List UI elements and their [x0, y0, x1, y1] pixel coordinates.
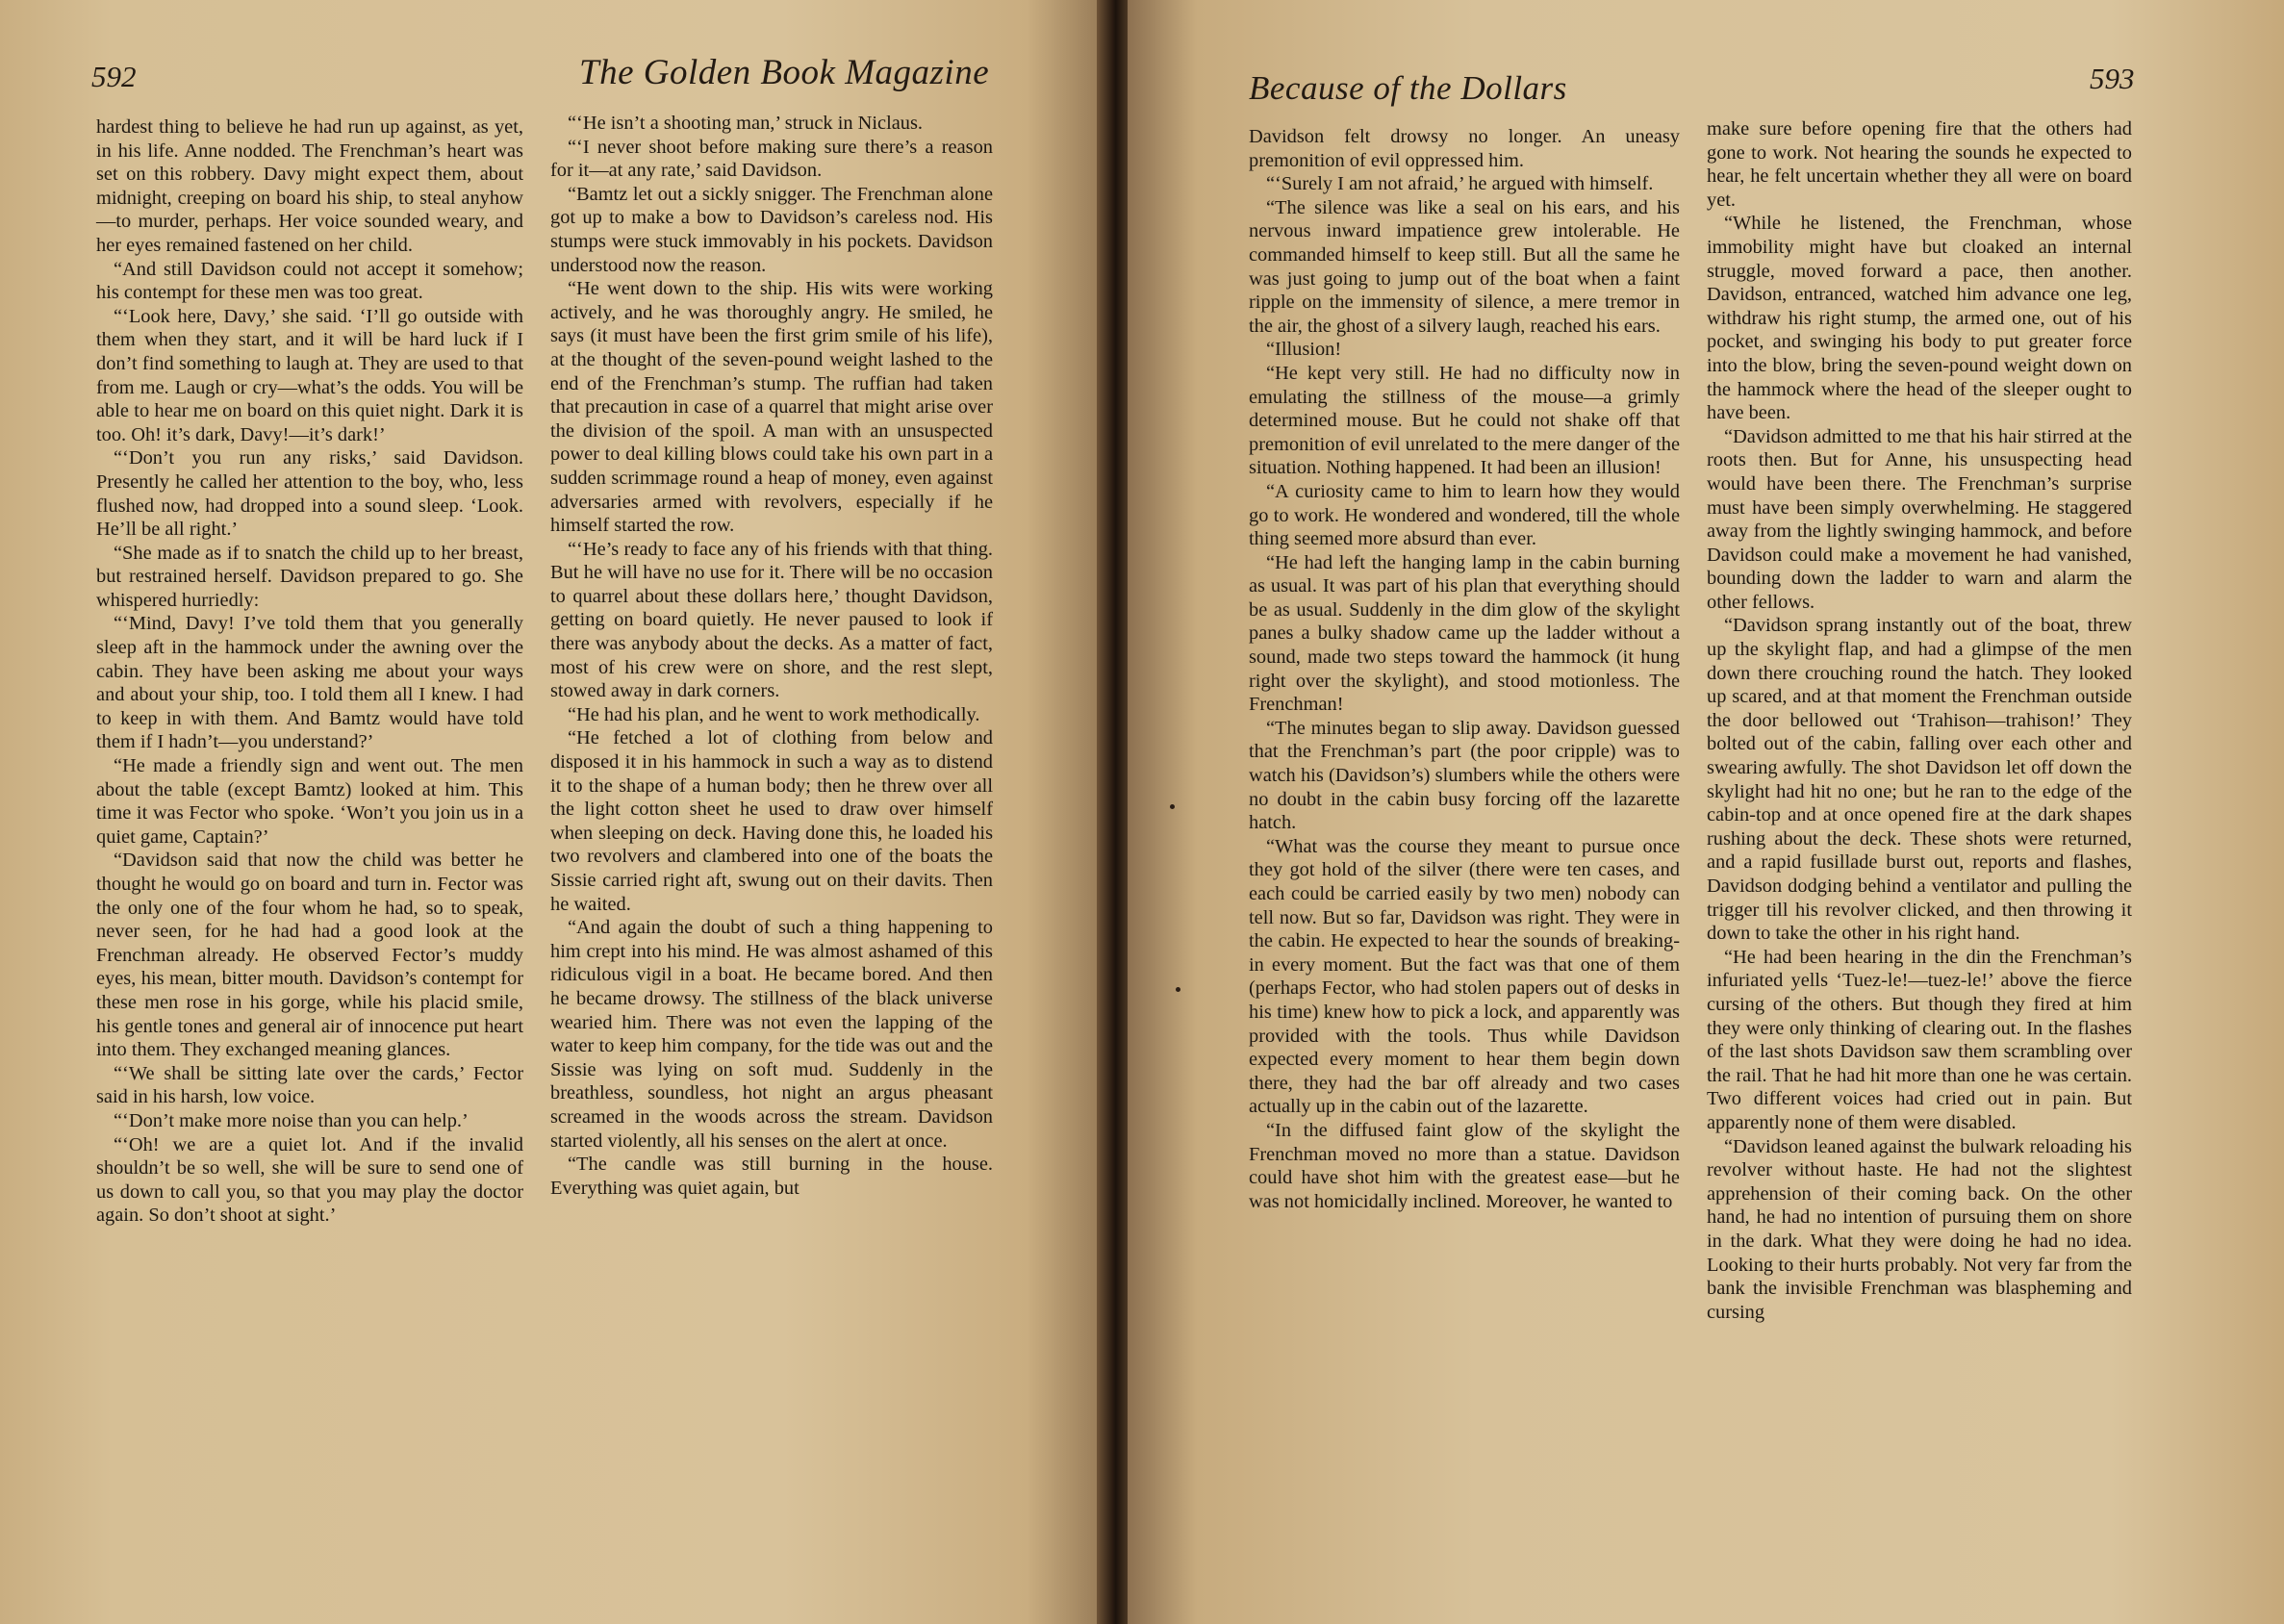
margin-dot — [1170, 804, 1175, 809]
margin-dot — [1176, 987, 1180, 992]
paragraph: “He had left the hanging lamp in the cabin burning as usual. It was part of his plan that everything should be as usual. Suddenly in the dim glow of the skylight panes a bulky shadow came up the ladder without a sound, made two steps toward the hammock (it hung right over the skylight), and stood motionless. The Frenchman! — [1249, 551, 1680, 716]
paragraph: “Illusion! — [1266, 339, 1342, 361]
paragraph: “The candle was still burning in the house. Everything was quiet again, but — [550, 1154, 993, 1199]
right-column-2 — [1707, 117, 2132, 1324]
paragraph: “Davidson leaned against the bulwark reloading his revolver without haste. He had not the slightest apprehension of their coming back. On the other hand, he had no intention of pursuing them on shore in the dark. What they were doing he had no idea. Looking to their hurts probably. Not very far from the bank the invisible Frenchman was blaspheming and cursing — [1707, 1135, 2132, 1323]
paragraph: “‘He’s ready to face any of his friends with that thing. But he will have no use for it. There will be no occasion to quarrel about these dollars here,’ thought Davidson, getting on board quietly. He never paused to look if there was anybody about the decks. As a matter of fact, most of his crew were on shore, and the rest slept, stowed away in dark corners. — [550, 538, 993, 702]
paragraph: “‘We shall be sitting late over the cards,’ Fector said in his harsh, low voice. — [96, 1062, 523, 1108]
paragraph: “What was the course they meant to pursue once they got hold of the silver (there were ten cases, and each could be carried easily by two men) nobody can tell now. But so far, Davidson was right. They were in the cabin. He expected to hear the sounds of breaking-in every moment. But the fact was that one of them (perhaps Fector, who had stolen papers out of desks in his time) knew how to pick a lock, and apparently was provided with the tools. Thus while Davidson expected every moment to hear them begin down there, they had the bar off already and two cases actually up in the cabin out of the lazarette. — [1249, 835, 1680, 1118]
paragraph: Davidson felt drowsy no longer. An uneasy premonition of evil oppressed him. — [1249, 126, 1680, 171]
paragraph: “‘Don’t make more noise than you can help.’ — [114, 1109, 469, 1131]
paragraph: “He made a friendly sign and went out. The men about the table (except Bamtz) looked at him. This time it was Fector who spoke. ‘Won’t you join us in a quiet game, Captain?’ — [96, 755, 523, 848]
paragraph: “Davidson sprang instantly out of the boat, threw up the skylight flap, and had a glimpse of the men down there crouching round the hatch. They looked up scared, and at that moment the Frenchman outside the door bellowed out ‘Trahison—trahison!’ They bolted out of the cabin, falling over each other and swearing awfully. The shot Davidson let off down the skylight had hit no one; but he ran to the edge of the cabin-top and at once opened fire at the dark shapes rushing about the deck. These shots were returned, and a rapid fusillade burst out, reports and flashes, Davidson dodging behind a ventilator and pulling the trigger till his revolver clicked, and then throwing it down to take the other in his right hand. — [1707, 615, 2132, 945]
book-gutter — [1097, 0, 1131, 1624]
paragraph: “The silence was like a seal on his ears, and his nervous inward impatience grew intolerable. He commanded himself to keep still. But all the same he was just going to jump out of the boat when a faint ripple on the immensity of silence, a mere tremor in the air, the ghost of a silvery laugh, reached his ears. — [1249, 196, 1680, 337]
paragraph: “Bamtz let out a sickly snigger. The Frenchman alone got up to make a bow to Davidson’s careless nod. His stumps were stuck immovably in his pockets. Davidson understood now the reason. — [550, 183, 993, 276]
paragraph: “Davidson said that now the child was better he thought he would go on board and turn in. Fector was the only one of the four whom he had, so to speak, never seen, for he had had a good look at the Frenchman already. He observed Fector’s muddy eyes, his mean, bitter mouth. Davidson’s contempt for these men rose in his gorge, while his placid smile, his gentle tones and general air of innocence put heart into them. They exchanged meaning glances. — [96, 850, 523, 1061]
paragraph: “‘Don’t you run any risks,’ said Davidson. Presently he called her attention to the boy, who, less flushed now, had dropped into a sound sleep. ‘Look. He’ll be all right.’ — [96, 447, 523, 541]
paragraph: “‘Look here, Davy,’ she said. ‘I’ll go outside with them when they start, and it will be hard luck if I don’t find something to laugh at. They are used to that from me. Laugh or cry—what’s the odds. You will be able to hear me on board on this quiet night. Dark it is too. Oh! it’s dark, Davy!—it’s dark!’ — [96, 305, 523, 445]
paragraph: “He fetched a lot of clothing from below and disposed it in his hammock in such a way as to distend it to the shape of a human body; then he threw over all the light cotton sheet he used to draw over himself when sleeping on deck. Having done this, he loaded his two revolvers and clambered into one of the boats the Sissie carried right aft, swung out on their davits. Then he waited. — [550, 727, 993, 915]
left-folio: 592 — [91, 60, 137, 93]
paragraph: “‘He isn’t a shooting man,’ struck in Niclaus. — [568, 113, 924, 134]
paragraph: “‘Oh! we are a quiet lot. And if the invalid shouldn’t be so well, she will be sure to send one of us down to call you, so that you may play the doctor again. So don’t shoot at sight.’ — [96, 1133, 523, 1227]
paragraph: “He went down to the ship. His wits were working actively, and he was thoroughly angry. He smiled, he says (it must have been the first grim smile of his life), at the thought of the seven-pound weight lashed to the end of the Frenchman’s stump. The ruffian had taken that precaution in case of a quarrel that might arise over the division of the spoil. A man with an unsuspected power to deal killing blows could take his own part in a sudden scrimmage round a heap of money, even against adversaries armed with revolvers, especially if he himself started the row. — [550, 278, 993, 537]
left-running-head: The Golden Book Magazine — [579, 53, 990, 92]
right-column-1 — [1249, 125, 1680, 1213]
paragraph: “‘Surely I am not afraid,’ he argued with himself. — [1266, 173, 1654, 195]
paragraph: “He had been hearing in the din the Frenchman’s infuriated yells ‘Tuez-le!—tuez-le!’ above the fierce cursing of the others. But though they fired at him they were only thinking of clearing out. In the flashes of the last shots Davidson saw them scrambling over the rail. That he had hit more than one he was certain. Two different voices had cried out in pain. But apparently none of them were disabled. — [1707, 946, 2132, 1133]
paragraph: “‘I never shoot before making sure there’s a reason for it—at any rate,’ said Davidson. — [550, 136, 993, 182]
left-column-1 — [96, 115, 523, 1228]
paragraph: “Davidson admitted to me that his hair stirred at the roots then. But for Anne, his unsuspecting head would have been there. The Frenchman’s surprise must have been simply overwhelming. He staggered away from the lightly swinging hammock, and before Davidson could make a movement he had vanished, bounding down the ladder to warn and alarm the other fellows. — [1707, 425, 2132, 613]
paragraph: “And still Davidson could not accept it somehow; his contempt for these men was too great. — [96, 258, 523, 304]
left-column-2 — [550, 112, 993, 1200]
paragraph: hardest thing to believe he had run up against, as yet, in his life. Anne nodded. The Frenchman’s heart was set on this robbery. Davy might expect them, about midnight, creeping on board his ship, to steal anyhow—to murder, perhaps. Her voice sounded weary, and her eyes remained fastened on her child. — [96, 116, 523, 256]
paragraph: “In the diffused faint glow of the skylight the Frenchman moved no more than a statue. Davidson could have shot him with the greatest ease—but he was not homicidally inclined. Moreover, he wanted to — [1249, 1119, 1680, 1212]
paragraph: “He had his plan, and he went to work methodically. — [568, 703, 980, 725]
paragraph: “While he listened, the Frenchman, whose immobility might have but cloaked an internal struggle, moved forward a pace, then another. Davidson, entranced, watched him advance one leg, withdraw his right stump, the armed one, out of his pocket, and swinging his body to put greater force into the blow, bring the seven-pound weight down on the hammock where the head of the sleeper ought to have been. — [1707, 213, 2132, 424]
paragraph: make sure before opening fire that the others had gone to work. Not hearing the sounds he expected to hear, he felt uncertain whether they all were on board yet. — [1707, 118, 2132, 211]
paragraph: “‘Mind, Davy! I’ve told them that you generally sleep aft in the hammock under the awning over the cabin. They have been asking me about your ways and about your ship, too. I told them all I knew. I had to keep in with them. And Bamtz would have told them if I hadn’t—you understand?’ — [96, 613, 523, 753]
paragraph: “The minutes began to slip away. Davidson guessed that the Frenchman’s part (the poor cripple) was to watch his (Davidson’s) slumbers while the others were no doubt in the cabin busy forcing off the lazarette hatch. — [1249, 717, 1680, 834]
right-folio: 593 — [2090, 62, 2135, 95]
left-page — [0, 0, 1116, 1624]
paragraph: “He kept very still. He had no difficulty now in emulating the stillness of the mouse—a grimly determined mouse. But he could not shake off that premonition of evil unrelated to the mere danger of the situation. Nothing happened. It had been an illusion! — [1249, 362, 1680, 479]
paragraph: “She made as if to snatch the child up to her breast, but restrained herself. Davidson prepared to go. She whispered hurriedly: — [96, 542, 523, 611]
paragraph: “And again the doubt of such a thing happening to him crept into his mind. He was almost ashamed of this ridiculous vigil in a boat. He became bored. And then he became drowsy. The stillness of the black universe wearied him. There was not even the lapping of the water to keep him company, for the tide was out and the Sissie was lying on soft mud. Suddenly in the breathless, soundless, hot night an argus pheasant screamed in the woods across the stream. Davidson started violently, all his senses on the alert at once. — [550, 917, 993, 1152]
paragraph: “A curiosity came to him to learn how they would go to work. He wondered and wondered, till the whole thing seemed more absurd than ever. — [1249, 480, 1680, 550]
right-running-head: Because of the Dollars — [1249, 69, 1567, 107]
right-page — [1128, 0, 2284, 1624]
